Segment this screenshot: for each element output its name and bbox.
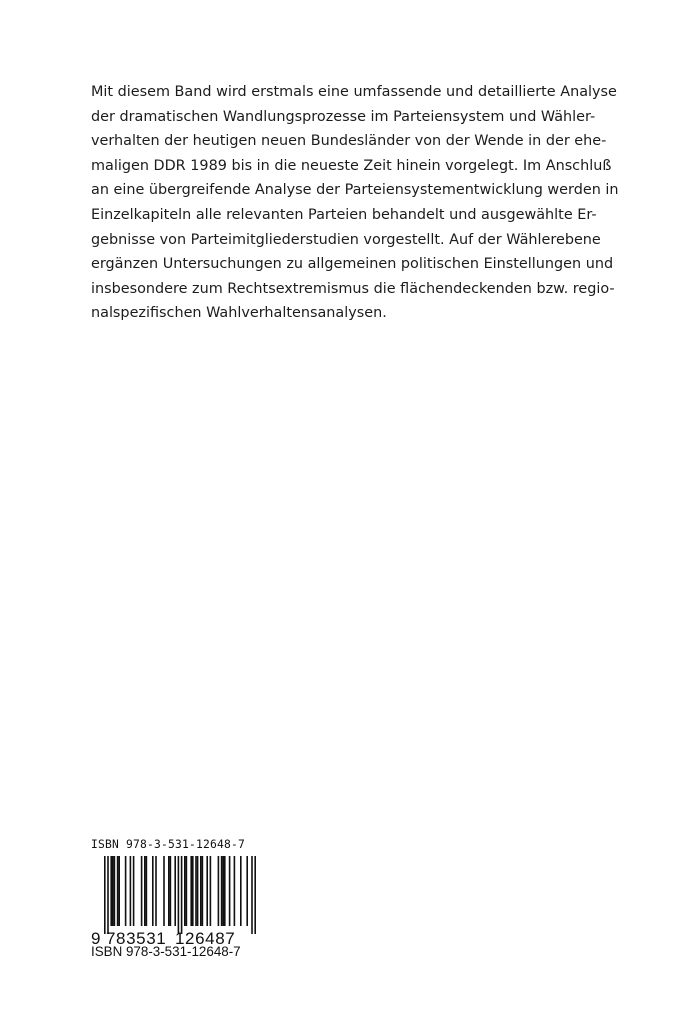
barcode-bar	[118, 856, 120, 926]
barcode-bar	[130, 856, 132, 926]
barcode-bar	[218, 856, 220, 926]
barcode-bar	[168, 856, 170, 926]
barcode-left-digits: 783531	[106, 929, 167, 946]
blurb-line: verhalten der heutigen neuen Bundesländer von der Wende in der ehe-	[91, 133, 607, 150]
barcode-bars	[104, 856, 256, 934]
blurb-line: nalspezifischen Wahlverhaltensanalysen.	[91, 305, 387, 322]
barcode-guard-bar	[254, 856, 256, 934]
barcode-bar	[240, 856, 242, 926]
barcode-bar	[197, 856, 199, 926]
barcode-bar	[144, 856, 146, 926]
barcode-bar	[155, 856, 157, 926]
barcode-right-digits: 126487	[175, 929, 236, 946]
isbn-top-label: ISBN 978-3-531-12648-7	[91, 838, 246, 851]
barcode-bar	[195, 856, 197, 926]
barcode-bar	[133, 856, 135, 926]
blurb-line: der dramatischen Wandlungsprozesse im Parteiensystem und Wähler-	[91, 108, 596, 125]
blurb-line: gebnisse von Parteimitgliederstudien vorgestellt. Auf der Wählerebene	[91, 231, 601, 248]
barcode-guard-bar	[107, 856, 109, 934]
blurb-line: an eine übergreifende Analyse der Parteiensystementwicklung werden in	[91, 182, 619, 199]
barcode-block	[91, 837, 261, 946]
barcode-bar	[141, 856, 143, 926]
back-cover-blurb	[91, 80, 619, 326]
barcode-bar	[192, 856, 194, 926]
barcode-bar	[246, 856, 248, 926]
barcode-bar	[224, 856, 226, 926]
blurb-line: ergänzen Untersuchungen zu allgemeinen politischen Einstellungen und	[91, 256, 614, 273]
barcode-bar	[206, 856, 208, 926]
barcode-bar	[170, 856, 172, 926]
blurb-line: insbesondere zum Rechtsextremismus die flächendeckenden bzw. regio-	[91, 280, 615, 297]
barcode-bar	[125, 856, 127, 926]
barcode-bar	[110, 856, 112, 926]
barcode-bar	[163, 856, 165, 926]
barcode-bar	[234, 856, 236, 926]
barcode-bar	[146, 856, 148, 926]
blurb-line: Mit diesem Band wird erstmals eine umfassende und detaillierte Analyse	[91, 84, 617, 100]
barcode-bar	[174, 856, 176, 926]
barcode-bar	[114, 856, 116, 926]
barcode-first-digit: 9	[91, 929, 101, 946]
barcode-bar	[152, 856, 154, 926]
barcode-guard-bar	[104, 856, 106, 934]
barcode-bar	[200, 856, 202, 926]
blurb-line: Einzelkapiteln alle relevanten Parteien behandelt und ausgewählte Er-	[91, 206, 597, 223]
ean13-barcode	[91, 856, 257, 946]
barcode-bar	[186, 856, 188, 926]
barcode-bar	[184, 856, 186, 926]
barcode-bar	[210, 856, 212, 926]
barcode-bar	[202, 856, 204, 926]
isbn-bottom-label: ISBN 978-3-531-12648-7	[91, 944, 241, 959]
barcode-bar	[117, 856, 119, 926]
barcode-bar	[190, 856, 192, 926]
barcode-guard-bar	[181, 856, 183, 934]
barcode-bar	[221, 856, 223, 926]
blurb-line: maligen DDR 1989 bis in die neueste Zeit hinein vorgelegt. Im Anschluß	[91, 157, 612, 174]
barcode-bar	[112, 856, 114, 926]
barcode-guard-bar	[251, 856, 253, 934]
barcode-bar	[229, 856, 231, 926]
barcode-guard-bar	[178, 856, 180, 934]
barcode-bar	[222, 856, 224, 926]
